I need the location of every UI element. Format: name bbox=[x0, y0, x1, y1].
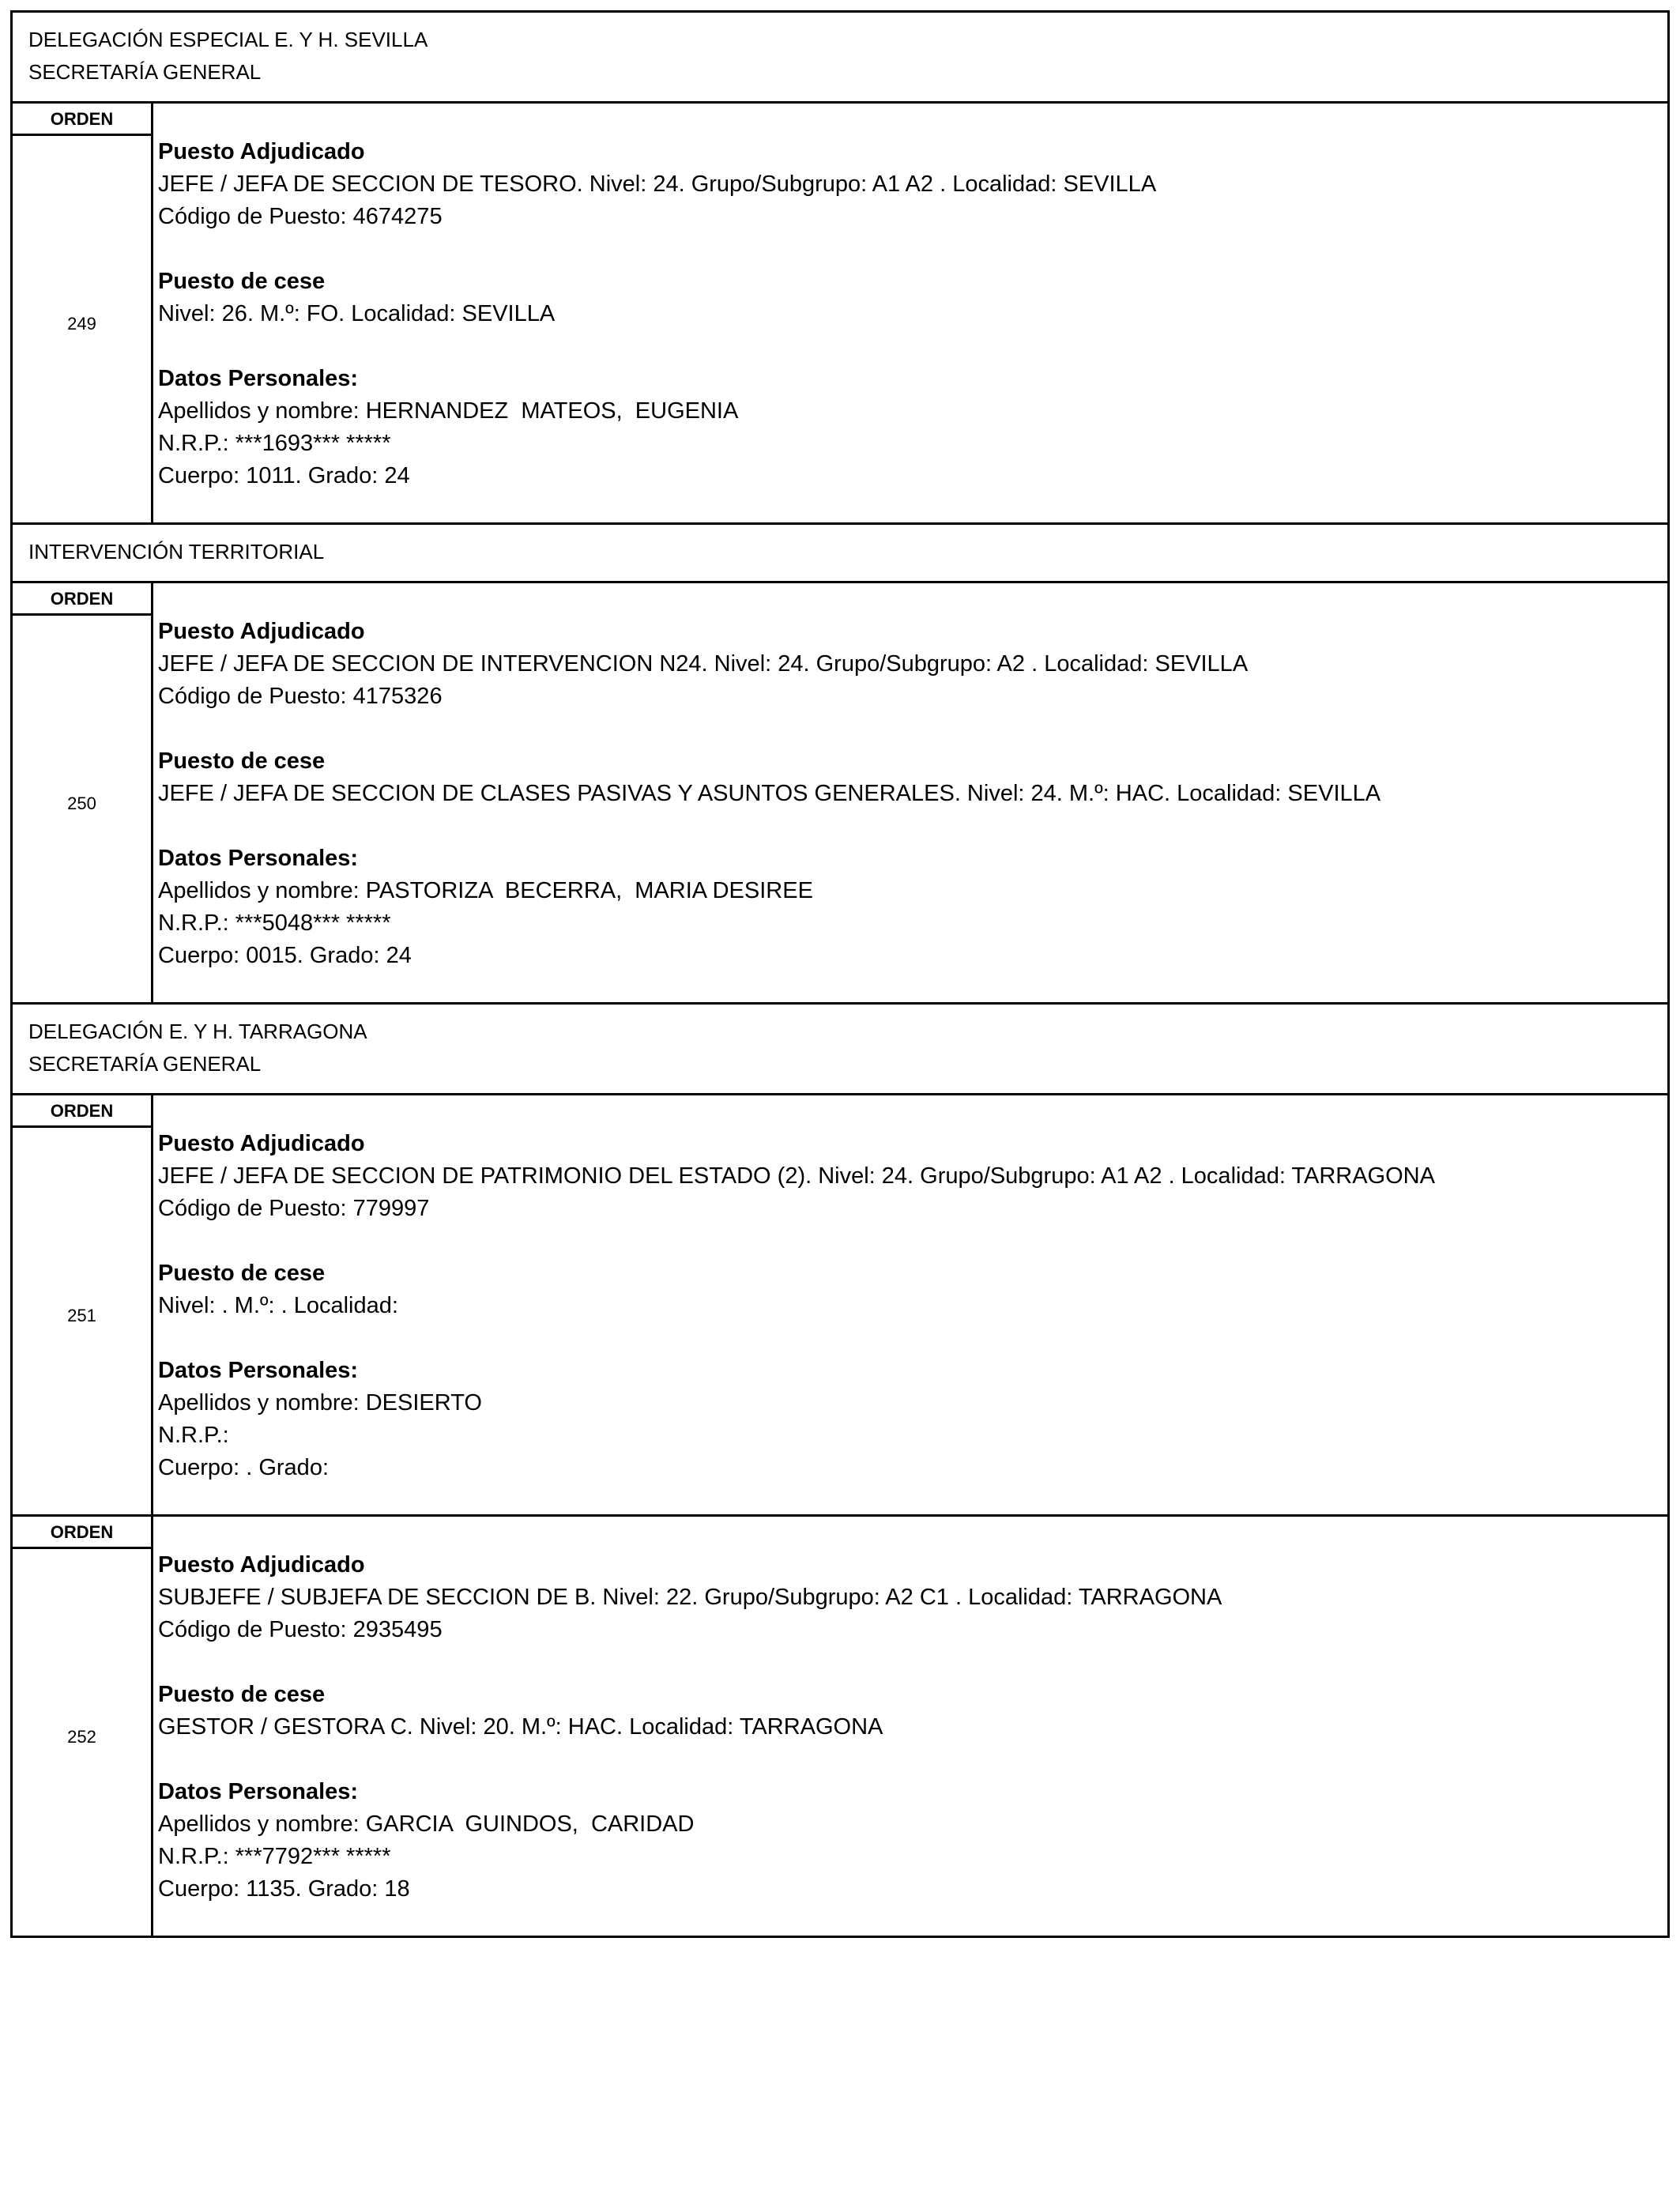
nrp: N.R.P.: ***1693*** ***** bbox=[158, 431, 391, 456]
apellidos-nombre: Apellidos y nombre: PASTORIZA BECERRA, MARIA DESIREE bbox=[158, 878, 813, 903]
section-header-line: DELEGACIÓN ESPECIAL E. Y H. SEVILLA bbox=[28, 28, 428, 51]
datos-personales-block bbox=[158, 1776, 1667, 1906]
orden-label: ORDEN bbox=[13, 1095, 151, 1128]
codigo-puesto: Código de Puesto: 779997 bbox=[158, 1196, 430, 1221]
section-header bbox=[13, 1005, 1667, 1095]
codigo-puesto: Código de Puesto: 4674275 bbox=[158, 204, 443, 229]
orden-column bbox=[13, 1517, 153, 1936]
puesto-adjudicado-block bbox=[158, 136, 1667, 233]
puesto-adjudicado-text: JEFE / JEFA DE SECCION DE TESORO. Nivel: 24. Grupo/Subgrupo: A1 A2 . Localidad: SEVILLA bbox=[158, 172, 1157, 197]
orden-label: ORDEN bbox=[13, 583, 151, 616]
orden-column bbox=[13, 583, 153, 1002]
puesto-adjudicado-text: JEFE / JEFA DE SECCION DE INTERVENCION N24. Nivel: 24. Grupo/Subgrupo: A2 . Localidad: SEVILLA bbox=[158, 651, 1249, 677]
cuerpo-grado: Cuerpo: 1135. Grado: 18 bbox=[158, 1876, 410, 1902]
puesto-adjudicado-title: Puesto Adjudicado bbox=[158, 1552, 365, 1578]
orden-number: 251 bbox=[67, 1305, 96, 1325]
orden-column bbox=[13, 104, 153, 522]
section-header-line: DELEGACIÓN E. Y H. TARRAGONA bbox=[28, 1020, 367, 1043]
puesto-adjudicado-text: SUBJEFE / SUBJEFA DE SECCION DE B. Nivel: 22. Grupo/Subgrupo: A2 C1 . Localidad: TARRAGONA bbox=[158, 1585, 1222, 1610]
entry-row bbox=[13, 1095, 1667, 1517]
orden-label: ORDEN bbox=[13, 104, 151, 136]
orden-column bbox=[13, 1095, 153, 1514]
entry-details bbox=[153, 583, 1667, 1002]
puesto-cese-title: Puesto de cese bbox=[158, 748, 326, 774]
nrp: N.R.P.: ***5048*** ***** bbox=[158, 910, 391, 936]
datos-personales-title: Datos Personales: bbox=[158, 846, 359, 871]
puesto-adjudicado-title: Puesto Adjudicado bbox=[158, 1131, 365, 1156]
entry-row bbox=[13, 583, 1667, 1005]
cuerpo-grado: Cuerpo: 0015. Grado: 24 bbox=[158, 943, 412, 968]
nrp: N.R.P.: bbox=[158, 1423, 229, 1448]
puesto-cese-title: Puesto de cese bbox=[158, 1682, 326, 1707]
datos-personales-block bbox=[158, 1355, 1667, 1484]
cuerpo-grado: Cuerpo: . Grado: bbox=[158, 1455, 329, 1480]
puesto-adjudicado-title: Puesto Adjudicado bbox=[158, 139, 365, 164]
orden-label: ORDEN bbox=[13, 1517, 151, 1549]
puesto-cese-block bbox=[158, 745, 1667, 810]
puesto-cese-text: Nivel: . M.º: . Localidad: bbox=[158, 1293, 398, 1318]
entry-details bbox=[153, 1095, 1667, 1514]
apellidos-nombre: Apellidos y nombre: DESIERTO bbox=[158, 1390, 482, 1416]
section-header-line: SECRETARÍA GENERAL bbox=[28, 1052, 262, 1076]
puesto-cese-title: Puesto de cese bbox=[158, 269, 326, 294]
entry-row bbox=[13, 1517, 1667, 1936]
puesto-cese-block bbox=[158, 1679, 1667, 1744]
section-header-line: INTERVENCIÓN TERRITORIAL bbox=[28, 540, 325, 564]
puesto-adjudicado-title: Puesto Adjudicado bbox=[158, 619, 365, 644]
orden-number: 250 bbox=[67, 793, 96, 813]
puesto-cese-text: GESTOR / GESTORA C. Nivel: 20. M.º: HAC. Localidad: TARRAGONA bbox=[158, 1714, 883, 1740]
orden-number: 252 bbox=[67, 1726, 96, 1747]
document-table bbox=[10, 10, 1670, 1938]
entry-details bbox=[153, 1517, 1667, 1936]
puesto-cese-text: JEFE / JEFA DE SECCION DE CLASES PASIVAS Y ASUNTOS GENERALES. Nivel: 24. M.º: HAC. Localidad: SEVILLA bbox=[158, 781, 1381, 806]
apellidos-nombre: Apellidos y nombre: GARCIA GUINDOS, CARIDAD bbox=[158, 1811, 695, 1837]
entry-details bbox=[153, 104, 1667, 522]
datos-personales-title: Datos Personales: bbox=[158, 1358, 359, 1383]
cuerpo-grado: Cuerpo: 1011. Grado: 24 bbox=[158, 463, 410, 488]
section-header-line: SECRETARÍA GENERAL bbox=[28, 60, 262, 84]
codigo-puesto: Código de Puesto: 4175326 bbox=[158, 684, 443, 709]
puesto-cese-block bbox=[158, 266, 1667, 330]
datos-personales-title: Datos Personales: bbox=[158, 1779, 359, 1804]
entry-row bbox=[13, 104, 1667, 525]
section-header bbox=[13, 525, 1667, 583]
datos-personales-title: Datos Personales: bbox=[158, 366, 359, 391]
puesto-adjudicado-block bbox=[158, 616, 1667, 713]
puesto-adjudicado-block bbox=[158, 1128, 1667, 1225]
puesto-cese-block bbox=[158, 1257, 1667, 1322]
orden-number: 249 bbox=[67, 313, 96, 334]
codigo-puesto: Código de Puesto: 2935495 bbox=[158, 1617, 443, 1642]
apellidos-nombre: Apellidos y nombre: HERNANDEZ MATEOS, EUGENIA bbox=[158, 398, 739, 424]
puesto-cese-title: Puesto de cese bbox=[158, 1261, 326, 1286]
puesto-adjudicado-block bbox=[158, 1549, 1667, 1646]
puesto-adjudicado-text: JEFE / JEFA DE SECCION DE PATRIMONIO DEL ESTADO (2). Nivel: 24. Grupo/Subgrupo: A1 A2 . Localidad: TARRAGONA bbox=[158, 1163, 1435, 1189]
puesto-cese-text: Nivel: 26. M.º: FO. Localidad: SEVILLA bbox=[158, 301, 556, 326]
section-header bbox=[13, 13, 1667, 104]
datos-personales-block bbox=[158, 363, 1667, 492]
datos-personales-block bbox=[158, 843, 1667, 972]
nrp: N.R.P.: ***7792*** ***** bbox=[158, 1844, 391, 1869]
